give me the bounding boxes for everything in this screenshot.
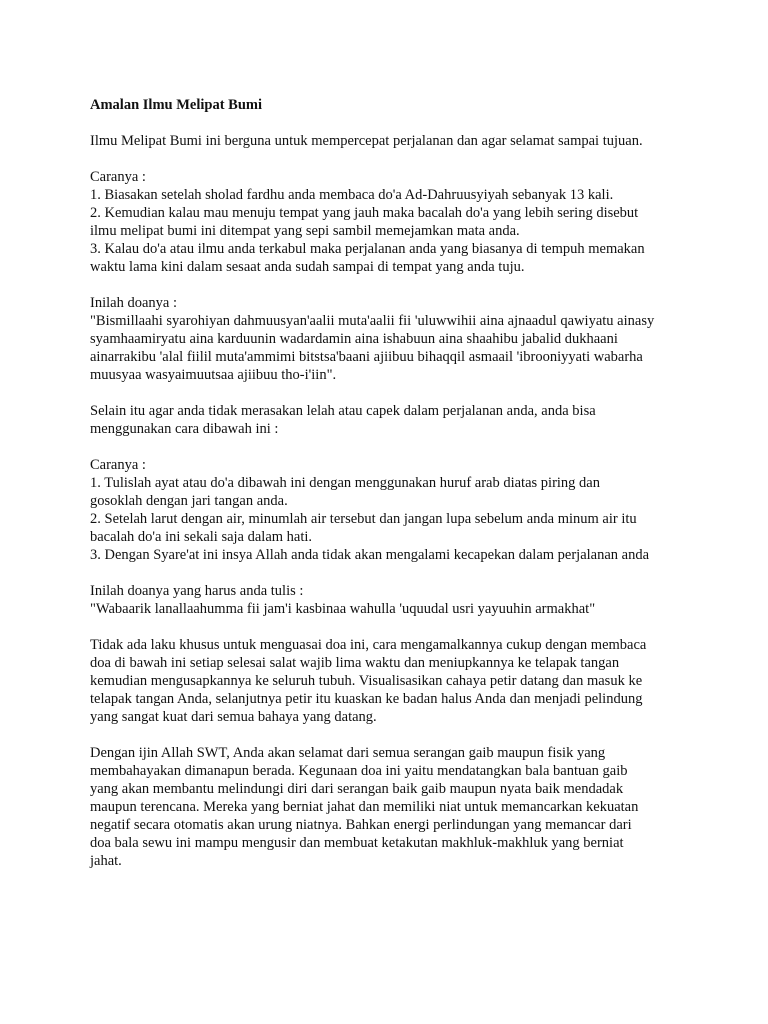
paragraph-gap xyxy=(90,114,690,132)
section2-heading: Caranya : xyxy=(90,457,146,473)
para2-line: jahat. xyxy=(90,853,122,869)
section1-line: 1. Biasakan setelah sholad fardhu anda membaca do'a Ad-Dahruusyiyah sebanyak 13 kali. xyxy=(90,187,614,203)
doa1-line: muusyaa wasyaimuutsaa ajiibuu tho-i'iin". xyxy=(90,367,337,383)
selain-line: Selain itu agar anda tidak merasakan lelah atau capek dalam perjalanan anda, anda bisa xyxy=(90,403,596,419)
selain-line: menggunakan cara dibawah ini : xyxy=(90,421,279,437)
paragraph-gap xyxy=(90,438,690,456)
section2-line: 3. Dengan Syare'at ini insya Allah anda tidak akan mengalami kecapekan dalam perjalanan anda xyxy=(90,547,650,563)
para2-line: doa bala sewu ini mampu mengusir dan membuat ketakutan makhluk-makhluk yang berniat xyxy=(90,835,624,851)
section2-line: 1. Tulislah ayat atau do'a dibawah ini dengan menggunakan huruf arab diatas piring dan xyxy=(90,475,600,491)
paragraph-gap xyxy=(90,564,690,582)
document-page xyxy=(90,96,690,870)
paragraph-gap xyxy=(90,726,690,744)
section1-line: 2. Kemudian kalau mau menuju tempat yang jauh maka bacalah do'a yang lebih sering disebut xyxy=(90,205,639,221)
section1-line: waktu lama kini dalam sesaat anda sudah sampai di tempat yang anda tuju. xyxy=(90,259,525,275)
para2-line: membahayakan dimanapun berada. Kegunaan doa ini yaitu mendatangkan bala bantuan gaib xyxy=(90,763,628,779)
doa1-line: "Bismillaahi syarohiyan dahmuusyan'aalii muta'aalii fii 'uluwwihii aina ajnaadul qawiyatu ainasy xyxy=(90,313,655,329)
para2-line: Dengan ijin Allah SWT, Anda akan selamat dari semua serangan gaib maupun fisik yang xyxy=(90,745,606,761)
para2-line: maupun terencana. Mereka yang berniat jahat dan memiliki niat untuk memancarkan kekuatan xyxy=(90,799,639,815)
paragraph-gap xyxy=(90,276,690,294)
para1-line: Tidak ada laku khusus untuk menguasai doa ini, cara mengamalkannya cukup dengan membaca xyxy=(90,637,647,653)
intro-paragraph: Ilmu Melipat Bumi ini berguna untuk mempercepat perjalanan dan agar selamat sampai tujuan. xyxy=(90,133,643,149)
paragraph-gap xyxy=(90,384,690,402)
para1-line: kemudian mengusapkannya ke seluruh tubuh. Visualisasikan cahaya petir datang dan masuk ke xyxy=(90,673,643,689)
section1-line: ilmu melipat bumi ini ditempat yang sepi sambil memejamkan mata anda. xyxy=(90,223,520,239)
section1-line: 3. Kalau do'a atau ilmu anda terkabul maka perjalanan anda yang biasanya di tempuh memakan xyxy=(90,241,645,257)
paragraph-gap xyxy=(90,618,690,636)
document-title: Amalan Ilmu Melipat Bumi xyxy=(90,97,262,113)
section1-heading: Caranya : xyxy=(90,169,146,185)
section2-line: gosoklah dengan jari tangan anda. xyxy=(90,493,288,509)
para1-line: yang sangat kuat dari semua bahaya yang datang. xyxy=(90,709,377,725)
doa1-line: syamhaamiryatu aina karduunin wadardamin aina ishabuun aina shaahibu jabalid dukhaani xyxy=(90,331,618,347)
doa1-line: ainarrakibu 'alal fiilil muta'ammimi bitstsa'baani ajiibuu bihaqqil asmaail 'ibrooniyyati wabarha xyxy=(90,349,643,365)
para1-line: doa di bawah ini setiap selesai salat wajib lima waktu dan meniupkannya ke telapak tangan xyxy=(90,655,620,671)
doa2-text: "Wabaarik lanallaahumma fii jam'i kasbinaa wahulla 'uquudal usri yayuuhin armakhat" xyxy=(90,601,596,617)
para2-line: yang akan membantu melindungi diri dari serangan baik gaib maupun nyata baik mendadak xyxy=(90,781,624,797)
paragraph-gap xyxy=(90,150,690,168)
para2-line: negatif secara otomatis akan urung niatnya. Bahkan energi perlindungan yang memancar dari xyxy=(90,817,632,833)
section2-line: 2. Setelah larut dengan air, minumlah air tersebut dan jangan lupa sebelum anda minum air itu xyxy=(90,511,637,527)
doa2-heading: Inilah doanya yang harus anda tulis : xyxy=(90,583,304,599)
section2-line: bacalah do'a ini sekali saja dalam hati. xyxy=(90,529,313,545)
para1-line: telapak tangan Anda, selanjutnya petir itu kuaskan ke badan halus Anda dan menjadi pelindung xyxy=(90,691,643,707)
doa1-heading: Inilah doanya : xyxy=(90,295,177,311)
